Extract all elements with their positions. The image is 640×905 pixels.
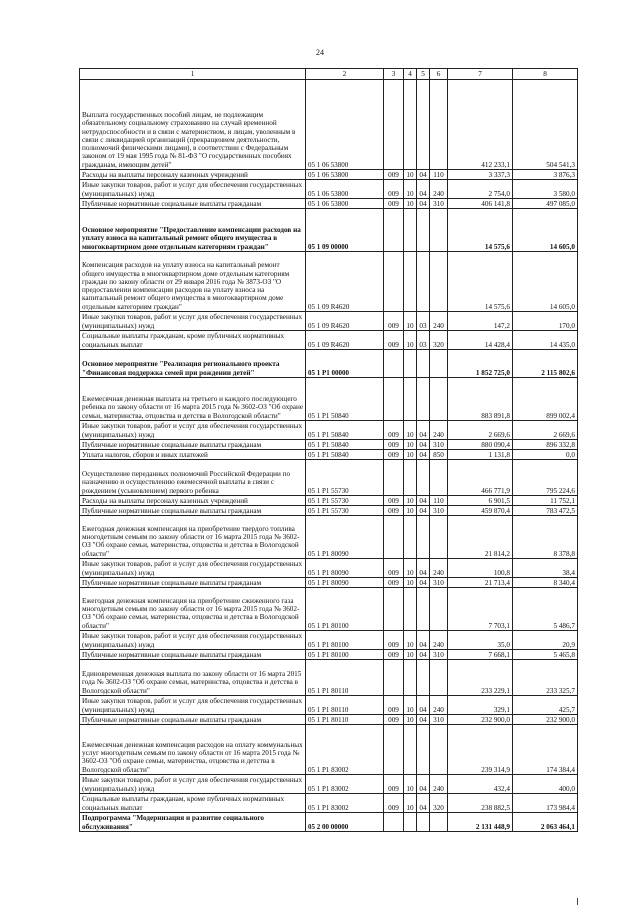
department-code-cell [384,252,404,312]
table-row [80,180,578,199]
table-row [80,725,578,775]
subsection-code-cell: 04 [417,496,430,506]
section-code-cell: 10 [404,496,417,506]
department-code-cell [384,660,404,696]
department-code-cell: 009 [384,650,404,660]
amount-year2-cell: 400,0 [513,775,578,794]
subsection-code-cell [417,209,430,252]
section-code-cell: 10 [404,170,417,180]
amount-year2-cell: 3 876,3 [513,170,578,180]
amount-year2-cell: 504 541,3 [513,80,578,170]
table-row [80,440,578,450]
subsection-code-cell [417,588,430,631]
row-name-cell: Ежемесячная денежная компенсация расходов на оплату коммунальных услуг многодетным семьям по закону области от 16 марта 2015 года № 3602-ОЗ "Об охране семьи, материнства, отцовства и детства в Вологодской области" [80,725,306,775]
expense-type-cell: 310 [430,715,448,725]
amount-year2-cell: 2 063 464,1 [513,813,578,832]
amount-year2-cell: 2 669,6 [513,421,578,440]
header-cell: 2 [306,69,384,80]
expense-type-cell [430,516,448,559]
table-row [80,350,578,378]
row-name-cell: Подпрограмма "Модернизация и развитие социального обслуживания" [80,813,306,832]
row-name-cell: Социальные выплаты гражданам, кроме публичных нормативных социальных выплат [80,331,306,350]
amount-year1-cell: 2 131 448,9 [448,813,513,832]
section-code-cell: 10 [404,199,417,209]
expense-type-cell: 240 [430,631,448,650]
amount-year1-cell: 412 233,1 [448,80,513,170]
subsection-code-cell [417,460,430,496]
amount-year2-cell: 8 340,4 [513,578,578,588]
amount-year2-cell: 232 900,0 [513,715,578,725]
amount-year2-cell: 2 115 802,6 [513,350,578,378]
section-code-cell: 10 [404,180,417,199]
table-row [80,813,578,832]
expense-type-cell [430,350,448,378]
table-row [80,660,578,696]
amount-year1-cell: 7 703,1 [448,588,513,631]
department-code-cell: 009 [384,180,404,199]
subsection-code-cell: 04 [417,715,430,725]
subsection-code-cell: 04 [417,421,430,440]
section-code-cell [404,350,417,378]
table-row [80,80,578,170]
budget-code-cell: 05 2 00 00000 [306,813,384,832]
subsection-code-cell: 04 [417,631,430,650]
header-cell: 7 [448,69,513,80]
subsection-code-cell: 04 [417,170,430,180]
section-code-cell: 10 [404,559,417,578]
row-name-cell: Ежегодная денежная компенсация на приобретение сжиженного газа многодетным семьям по закону области от 16 марта 2015 года № 3602-ОЗ "Об охране семьи, материнства, отцовства и детства в Вологодской области" [80,588,306,631]
row-name-cell: Основное мероприятие "Реализация регионального проекта "Финансовая поддержка семей при рождении детей" [80,350,306,378]
amount-year2-cell: 38,4 [513,559,578,578]
budget-code-cell: 05 1 06 53800 [306,199,384,209]
section-code-cell [404,80,417,170]
budget-code-cell: 05 1 P1 80090 [306,578,384,588]
row-name-cell: Компенсация расходов на уплату взноса на капитальный ремонт общего имущества в многоквартирном доме отдельным категориям граждан по закону области от 29 января 2016 года № 3873-ОЗ "О предоставлении компенсации расходов на уплату взноса на капитальный ремонт общего имущества в многоквартирном доме отдельным категориям граждан" [80,252,306,312]
amount-year1-cell: 238 882,5 [448,794,513,813]
section-code-cell: 10 [404,715,417,725]
row-name-cell: Иные закупки товаров, работ и услуг для обеспечения государственных (муниципальных) нужд [80,421,306,440]
table-row [80,578,578,588]
amount-year1-cell: 329,1 [448,696,513,715]
table-row [80,378,578,421]
section-code-cell [404,209,417,252]
department-code-cell [384,350,404,378]
amount-year1-cell: 35,0 [448,631,513,650]
subsection-code-cell [417,252,430,312]
budget-code-cell: 05 1 06 53800 [306,80,384,170]
budget-code-cell: 05 1 P1 80110 [306,660,384,696]
table-row [80,631,578,650]
table-row [80,460,578,496]
amount-year1-cell: 232 900,0 [448,715,513,725]
section-code-cell [404,252,417,312]
section-code-cell [404,460,417,496]
department-code-cell: 009 [384,775,404,794]
amount-year2-cell: 5 486,7 [513,588,578,631]
section-code-cell [404,725,417,775]
header-cell: 6 [430,69,448,80]
amount-year2-cell: 5 465,8 [513,650,578,660]
table-row [80,312,578,331]
row-name-cell: Иные закупки товаров, работ и услуг для обеспечения государственных (муниципальных) нужд [80,775,306,794]
department-code-cell: 009 [384,421,404,440]
budget-code-cell: 05 1 P1 80090 [306,559,384,578]
budget-code-cell: 05 1 P1 55730 [306,460,384,496]
budget-code-cell: 05 1 P1 83002 [306,725,384,775]
section-code-cell: 10 [404,650,417,660]
subsection-code-cell: 04 [417,440,430,450]
amount-year2-cell: 899 002,4 [513,378,578,421]
header-cell: 4 [404,69,417,80]
budget-code-cell: 05 1 P1 83002 [306,794,384,813]
section-code-cell: 10 [404,440,417,450]
amount-year1-cell: 21 814,2 [448,516,513,559]
table-row [80,421,578,440]
expense-type-cell [430,725,448,775]
expense-type-cell: 240 [430,180,448,199]
expense-type-cell: 310 [430,506,448,516]
row-name-cell: Расходы на выплаты персоналу казенных учреждений [80,496,306,506]
expense-type-cell: 240 [430,421,448,440]
amount-year2-cell: 20,9 [513,631,578,650]
table-row [80,199,578,209]
department-code-cell: 009 [384,578,404,588]
expense-type-cell [430,209,448,252]
expense-type-cell: 240 [430,696,448,715]
budget-code-cell: 05 1 P1 50840 [306,421,384,440]
table-row [80,450,578,460]
department-code-cell [384,813,404,832]
subsection-code-cell [417,516,430,559]
department-code-cell [384,588,404,631]
expense-type-cell [430,588,448,631]
amount-year1-cell: 100,8 [448,559,513,578]
subsection-code-cell: 04 [417,650,430,660]
row-name-cell: Иные закупки товаров, работ и услуг для обеспечения государственных (муниципальных) нужд [80,631,306,650]
budget-code-cell: 05 1 P1 80090 [306,516,384,559]
table-row [80,170,578,180]
subsection-code-cell: 04 [417,180,430,199]
department-code-cell: 009 [384,440,404,450]
department-code-cell: 009 [384,506,404,516]
row-name-cell: Публичные нормативные социальные выплаты гражданам [80,440,306,450]
row-name-cell: Выплата государственных пособий лицам, не подлежащим обязательному социальному страхованию на случай временной нетрудоспособности и в связи с материнством, и лицам, уволенным в связи с ликвидацией организаций (прекращением деятельности, полномочий физическими лицами), в соответствии с Федеральным законом от 19 мая 1995 года № 81-ФЗ "О государственных пособиях гражданам, имеющим детей" [80,80,306,170]
department-code-cell: 009 [384,559,404,578]
page-number: 24 [316,48,324,57]
subsection-code-cell: 04 [417,794,430,813]
expense-type-cell [430,660,448,696]
department-code-cell: 009 [384,794,404,813]
section-code-cell: 10 [404,506,417,516]
table-row [80,331,578,350]
row-name-cell: Публичные нормативные социальные выплаты гражданам [80,650,306,660]
row-name-cell: Единовременная денежная выплата по закону области от 16 марта 2015 года № 3602-ОЗ "Об охране семьи, материнства, отцовства и детства в Вологодской области" [80,660,306,696]
budget-code-cell: 05 1 P1 83002 [306,775,384,794]
amount-year1-cell: 459 870,4 [448,506,513,516]
expense-type-cell: 310 [430,440,448,450]
department-code-cell [384,378,404,421]
header-cell: 3 [384,69,404,80]
table-row [80,650,578,660]
expense-type-cell [430,252,448,312]
budget-code-cell: 05 1 P1 80110 [306,715,384,725]
amount-year1-cell: 7 668,1 [448,650,513,660]
expense-type-cell: 310 [430,650,448,660]
expense-type-cell: 110 [430,496,448,506]
row-name-cell: Расходы на выплаты персоналу казенных учреждений [80,170,306,180]
expense-type-cell [430,813,448,832]
row-name-cell: Иные закупки товаров, работ и услуг для обеспечения государственных (муниципальных) нужд [80,696,306,715]
budget-code-cell: 05 1 P1 80100 [306,650,384,660]
table-row [80,209,578,252]
subsection-code-cell: 03 [417,312,430,331]
row-name-cell: Ежегодная денежная компенсация на приобретение твердого топлива многодетным семьям по закону области от 16 марта 2015 года № 3602-ОЗ "Об охране семьи, материнства, отцовства и детства в Вологодской области" [80,516,306,559]
expense-type-cell: 850 [430,450,448,460]
budget-code-cell: 05 1 06 53800 [306,170,384,180]
amount-year1-cell: 406 141,8 [448,199,513,209]
department-code-cell: 009 [384,170,404,180]
amount-year2-cell: 3 580,0 [513,180,578,199]
amount-year1-cell: 432,4 [448,775,513,794]
department-code-cell [384,80,404,170]
amount-year2-cell: 14 605,0 [513,209,578,252]
amount-year1-cell: 1 852 725,0 [448,350,513,378]
section-code-cell [404,660,417,696]
amount-year1-cell: 883 891,8 [448,378,513,421]
department-code-cell [384,460,404,496]
table-row [80,588,578,631]
section-code-cell [404,813,417,832]
amount-year2-cell: 0,0 [513,450,578,460]
expense-type-cell [430,460,448,496]
budget-code-cell: 05 1 P1 80110 [306,696,384,715]
department-code-cell [384,725,404,775]
row-name-cell: Уплата налогов, сборов и иных платежей [80,450,306,460]
subsection-code-cell: 04 [417,775,430,794]
amount-year2-cell: 173 984,4 [513,794,578,813]
amount-year1-cell: 3 337,3 [448,170,513,180]
expense-type-cell: 310 [430,199,448,209]
expense-type-cell: 240 [430,312,448,331]
amount-year1-cell: 14 428,4 [448,331,513,350]
budget-code-cell: 05 1 P1 80100 [306,588,384,631]
department-code-cell: 009 [384,331,404,350]
section-code-cell: 10 [404,775,417,794]
subsection-code-cell: 04 [417,559,430,578]
row-name-cell: Ежемесячная денежная выплата на третьего и каждого последующего ребенка по закону области от 16 марта 2015 года № 3602-ОЗ "Об охране семьи, материнства, отцовства и детства в Вологодской области" [80,378,306,421]
amount-year2-cell: 8 378,8 [513,516,578,559]
amount-year2-cell: 11 752,1 [513,496,578,506]
section-code-cell: 10 [404,578,417,588]
department-code-cell: 009 [384,631,404,650]
subsection-code-cell: 04 [417,578,430,588]
department-code-cell: 009 [384,450,404,460]
section-code-cell: 10 [404,631,417,650]
amount-year2-cell: 233 325,7 [513,660,578,696]
table-row [80,775,578,794]
section-code-cell [404,378,417,421]
budget-code-cell: 05 1 P1 80100 [306,631,384,650]
amount-year1-cell: 239 314,9 [448,725,513,775]
subsection-code-cell [417,378,430,421]
row-name-cell: Социальные выплаты гражданам, кроме публичных нормативных социальных выплат [80,794,306,813]
amount-year2-cell: 170,0 [513,312,578,331]
header-cell: 5 [417,69,430,80]
department-code-cell: 009 [384,199,404,209]
department-code-cell: 009 [384,496,404,506]
table-row [80,696,578,715]
department-code-cell: 009 [384,312,404,331]
expense-type-cell: 240 [430,559,448,578]
expense-type-cell: 310 [430,578,448,588]
table-row [80,559,578,578]
table-header-row [80,69,578,80]
expense-type-cell: 240 [430,775,448,794]
amount-year2-cell: 783 472,5 [513,506,578,516]
row-name-cell: Иные закупки товаров, работ и услуг для обеспечения государственных (муниципальных) нужд [80,559,306,578]
budget-code-cell: 05 1 P1 50840 [306,450,384,460]
table-row [80,252,578,312]
table-row [80,715,578,725]
subsection-code-cell [417,350,430,378]
row-name-cell: Иные закупки товаров, работ и услуг для обеспечения государственных (муниципальных) нужд [80,180,306,199]
row-name-cell: Иные закупки товаров, работ и услуг для обеспечения государственных (муниципальных) нужд [80,312,306,331]
amount-year1-cell: 21 713,4 [448,578,513,588]
department-code-cell [384,516,404,559]
amount-year1-cell: 147,2 [448,312,513,331]
budget-code-cell: 05 1 P1 55730 [306,496,384,506]
page-edge-mark [577,898,580,905]
subsection-code-cell: 04 [417,506,430,516]
budget-code-cell: 05 1 09 R4620 [306,312,384,331]
budget-code-cell: 05 1 09 00000 [306,209,384,252]
section-code-cell [404,516,417,559]
subsection-code-cell: 04 [417,696,430,715]
amount-year2-cell: 14 435,0 [513,331,578,350]
expense-type-cell: 110 [430,170,448,180]
budget-code-cell: 05 1 P1 00000 [306,350,384,378]
amount-year2-cell: 795 224,6 [513,460,578,496]
subsection-code-cell [417,80,430,170]
row-name-cell: Осуществление переданных полномочий Российской Федерации по назначению и осуществлению ежемесячной выплаты в связи с рождением (усыновлением) первого ребенка [80,460,306,496]
amount-year1-cell: 2 754,0 [448,180,513,199]
budget-code-cell: 05 1 09 R4620 [306,252,384,312]
row-name-cell: Публичные нормативные социальные выплаты гражданам [80,715,306,725]
subsection-code-cell: 04 [417,450,430,460]
expense-type-cell: 320 [430,794,448,813]
row-name-cell: Основное мероприятие "Предоставление компенсации расходов на уплату взноса на капитальный ремонт общего имущества в многоквартирном доме отдельным категориям граждан" [80,209,306,252]
amount-year2-cell: 896 332,8 [513,440,578,450]
amount-year1-cell: 2 669,6 [448,421,513,440]
budget-code-cell: 05 1 P1 50840 [306,440,384,450]
budget-code-cell: 05 1 06 53800 [306,180,384,199]
expense-type-cell [430,80,448,170]
header-cell: 8 [513,69,578,80]
amount-year1-cell: 466 771,9 [448,460,513,496]
section-code-cell: 10 [404,312,417,331]
row-name-cell: Публичные нормативные социальные выплаты гражданам [80,506,306,516]
table-row [80,506,578,516]
subsection-code-cell: 03 [417,331,430,350]
amount-year2-cell: 497 085,0 [513,199,578,209]
amount-year2-cell: 425,7 [513,696,578,715]
amount-year1-cell: 880 090,4 [448,440,513,450]
amount-year1-cell: 233 229,1 [448,660,513,696]
budget-table [79,68,578,832]
department-code-cell: 009 [384,715,404,725]
subsection-code-cell: 04 [417,199,430,209]
budget-code-cell: 05 1 P1 50840 [306,378,384,421]
section-code-cell: 10 [404,331,417,350]
row-name-cell: Публичные нормативные социальные выплаты гражданам [80,578,306,588]
expense-type-cell: 320 [430,331,448,350]
table-row [80,794,578,813]
section-code-cell: 10 [404,450,417,460]
section-code-cell: 10 [404,794,417,813]
amount-year1-cell: 6 901,5 [448,496,513,506]
amount-year1-cell: 14 575,6 [448,209,513,252]
expense-type-cell [430,378,448,421]
subsection-code-cell [417,813,430,832]
section-code-cell [404,588,417,631]
department-code-cell [384,209,404,252]
budget-code-cell: 05 1 P1 55730 [306,506,384,516]
amount-year2-cell: 14 605,0 [513,252,578,312]
section-code-cell: 10 [404,696,417,715]
amount-year1-cell: 14 575,6 [448,252,513,312]
subsection-code-cell [417,725,430,775]
budget-code-cell: 05 1 09 R4620 [306,331,384,350]
amount-year2-cell: 174 384,4 [513,725,578,775]
department-code-cell: 009 [384,696,404,715]
section-code-cell: 10 [404,421,417,440]
table-row [80,516,578,559]
header-cell: 1 [80,69,306,80]
subsection-code-cell [417,660,430,696]
amount-year1-cell: 1 131,8 [448,450,513,460]
row-name-cell: Публичные нормативные социальные выплаты гражданам [80,199,306,209]
table-row [80,496,578,506]
